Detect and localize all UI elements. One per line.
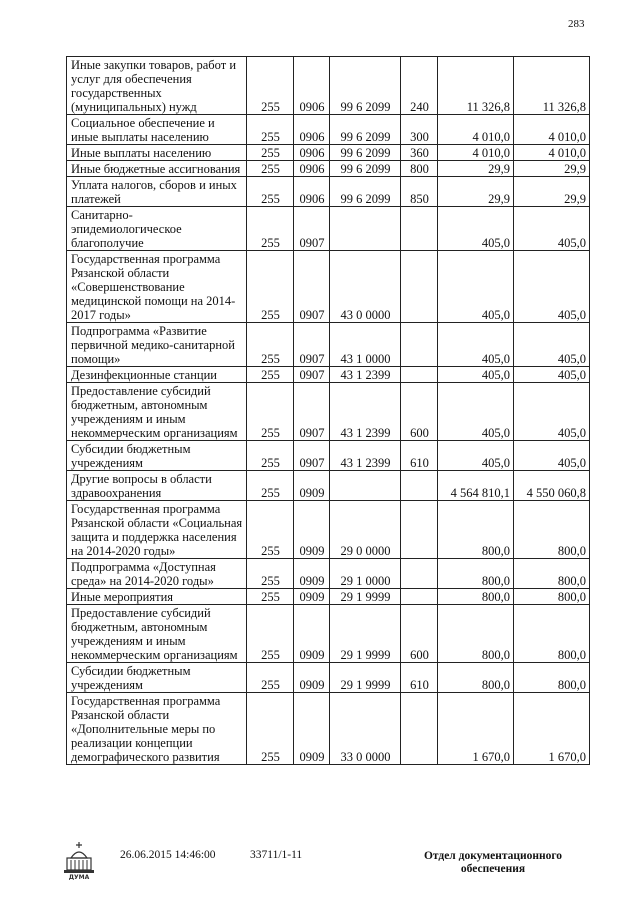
expense-type-cell: [401, 693, 438, 765]
section-code-cell: 0907: [294, 383, 330, 441]
row-name-cell: Иные закупки товаров, работ и услуг для обеспечения государственных (муниципальных) нужд: [67, 57, 247, 115]
amount-2016-cell: 4 564 810,1: [438, 471, 514, 501]
amount-2016-cell: 29,9: [438, 177, 514, 207]
target-article-cell: 29 1 9999: [330, 663, 401, 693]
amount-2017-cell: 11 326,8: [514, 57, 590, 115]
target-article-cell: 29 1 9999: [330, 589, 401, 605]
target-article-cell: 43 0 0000: [330, 251, 401, 323]
amount-2017-cell: 405,0: [514, 251, 590, 323]
amount-2016-cell: 11 326,8: [438, 57, 514, 115]
ved-code-cell: 255: [247, 501, 294, 559]
footer-datetime: 26.06.2015 14:46:00: [120, 849, 216, 861]
expense-type-cell: 600: [401, 383, 438, 441]
expense-type-cell: [401, 207, 438, 251]
ved-code-cell: 255: [247, 441, 294, 471]
target-article-cell: 33 0 0000: [330, 693, 401, 765]
footer-doc-id: 33711/1-11: [250, 849, 303, 861]
ved-code-cell: 255: [247, 605, 294, 663]
amount-2016-cell: 800,0: [438, 589, 514, 605]
ved-code-cell: 255: [247, 367, 294, 383]
expense-type-cell: 610: [401, 663, 438, 693]
expense-type-cell: 610: [401, 441, 438, 471]
target-article-cell: 99 6 2099: [330, 57, 401, 115]
ved-code-cell: 255: [247, 589, 294, 605]
expense-type-cell: [401, 559, 438, 589]
expense-type-cell: [401, 501, 438, 559]
amount-2017-cell: 4 010,0: [514, 145, 590, 161]
row-name-cell: Иные бюджетные ассигнования: [67, 161, 247, 177]
table-row: [67, 207, 590, 251]
expense-type-cell: [401, 367, 438, 383]
section-code-cell: 0909: [294, 501, 330, 559]
section-code-cell: 0909: [294, 693, 330, 765]
section-code-cell: 0906: [294, 161, 330, 177]
section-code-cell: 0906: [294, 145, 330, 161]
expense-type-cell: 850: [401, 177, 438, 207]
amount-2017-cell: 405,0: [514, 323, 590, 367]
table-row: [67, 383, 590, 441]
amount-2016-cell: 405,0: [438, 323, 514, 367]
amount-2016-cell: 405,0: [438, 441, 514, 471]
amount-2017-cell: 29,9: [514, 177, 590, 207]
budget-table: [66, 56, 590, 765]
ved-code-cell: 255: [247, 161, 294, 177]
page-number: 283: [568, 18, 585, 30]
department-stamp: [398, 850, 588, 876]
target-article-cell: 43 1 2399: [330, 441, 401, 471]
table-row: [67, 663, 590, 693]
duma-logo: [62, 840, 96, 880]
amount-2016-cell: 800,0: [438, 605, 514, 663]
target-article-cell: 43 1 2399: [330, 383, 401, 441]
target-article-cell: 99 6 2099: [330, 177, 401, 207]
amount-2017-cell: 800,0: [514, 559, 590, 589]
section-code-cell: 0909: [294, 589, 330, 605]
ved-code-cell: 255: [247, 323, 294, 367]
expense-type-cell: [401, 471, 438, 501]
row-name-cell: Иные мероприятия: [67, 589, 247, 605]
target-article-cell: 29 1 0000: [330, 559, 401, 589]
amount-2016-cell: 800,0: [438, 559, 514, 589]
amount-2016-cell: 405,0: [438, 207, 514, 251]
amount-2016-cell: 405,0: [438, 251, 514, 323]
table-row: [67, 177, 590, 207]
section-code-cell: 0906: [294, 57, 330, 115]
logo-text: ДУМА: [68, 874, 90, 880]
amount-2017-cell: 405,0: [514, 441, 590, 471]
section-code-cell: 0909: [294, 471, 330, 501]
ved-code-cell: 255: [247, 207, 294, 251]
amount-2016-cell: 1 670,0: [438, 693, 514, 765]
table-row: [67, 115, 590, 145]
expense-type-cell: [401, 323, 438, 367]
ved-code-cell: 255: [247, 693, 294, 765]
expense-type-cell: 600: [401, 605, 438, 663]
amount-2016-cell: 29,9: [438, 161, 514, 177]
row-name-cell: Предоставление субсидий бюджетным, автономным учреждениям и иным некоммерческим организациям: [67, 605, 247, 663]
ved-code-cell: 255: [247, 383, 294, 441]
expense-type-cell: 800: [401, 161, 438, 177]
amount-2016-cell: 405,0: [438, 367, 514, 383]
row-name-cell: Уплата налогов, сборов и иных платежей: [67, 177, 247, 207]
target-article-cell: 29 1 9999: [330, 605, 401, 663]
row-name-cell: Государственная программа Рязанской области «Социальная защита и поддержка населения на 2014-2020 годы»: [67, 501, 247, 559]
table-row: [67, 57, 590, 115]
amount-2017-cell: 1 670,0: [514, 693, 590, 765]
department-line-2: обеспечения: [460, 863, 526, 875]
amount-2017-cell: 29,9: [514, 161, 590, 177]
expense-type-cell: 240: [401, 57, 438, 115]
row-name-cell: Другие вопросы в области здравоохранения: [67, 471, 247, 501]
budget-table-body: [67, 57, 590, 765]
amount-2017-cell: 4 010,0: [514, 115, 590, 145]
ved-code-cell: 255: [247, 471, 294, 501]
section-code-cell: 0909: [294, 605, 330, 663]
row-name-cell: Дезинфекционные станции: [67, 367, 247, 383]
table-row: [67, 501, 590, 559]
row-name-cell: Предоставление субсидий бюджетным, автономным учреждениям и иным некоммерческим организациям: [67, 383, 247, 441]
section-code-cell: 0907: [294, 367, 330, 383]
table-row: [67, 693, 590, 765]
expense-type-cell: 300: [401, 115, 438, 145]
table-row: [67, 367, 590, 383]
amount-2017-cell: 405,0: [514, 207, 590, 251]
row-name-cell: Социальное обеспечение и иные выплаты населению: [67, 115, 247, 145]
row-name-cell: Санитарно-эпидемиологическое благополучие: [67, 207, 247, 251]
row-name-cell: Подпрограмма «Развитие первичной медико-санитарной помощи»: [67, 323, 247, 367]
amount-2017-cell: 405,0: [514, 383, 590, 441]
amount-2017-cell: 800,0: [514, 589, 590, 605]
amount-2016-cell: 800,0: [438, 501, 514, 559]
amount-2016-cell: 4 010,0: [438, 145, 514, 161]
section-code-cell: 0907: [294, 207, 330, 251]
amount-2016-cell: 405,0: [438, 383, 514, 441]
table-row: [67, 161, 590, 177]
section-code-cell: 0907: [294, 323, 330, 367]
table-row: [67, 471, 590, 501]
table-row: [67, 441, 590, 471]
ved-code-cell: 255: [247, 145, 294, 161]
target-article-cell: [330, 207, 401, 251]
ved-code-cell: 255: [247, 115, 294, 145]
section-code-cell: 0909: [294, 663, 330, 693]
row-name-cell: Подпрограмма «Доступная среда» на 2014-2020 годы»: [67, 559, 247, 589]
table-row: [67, 589, 590, 605]
amount-2017-cell: 800,0: [514, 663, 590, 693]
amount-2017-cell: 800,0: [514, 605, 590, 663]
target-article-cell: [330, 471, 401, 501]
target-article-cell: 99 6 2099: [330, 161, 401, 177]
table-row: [67, 323, 590, 367]
expense-type-cell: [401, 589, 438, 605]
amount-2017-cell: 4 550 060,8: [514, 471, 590, 501]
row-name-cell: Государственная программа Рязанской области «Дополнительные меры по реализации концепции демографического развития: [67, 693, 247, 765]
target-article-cell: 99 6 2099: [330, 145, 401, 161]
amount-2017-cell: 405,0: [514, 367, 590, 383]
ved-code-cell: 255: [247, 663, 294, 693]
ved-code-cell: 255: [247, 177, 294, 207]
table-row: [67, 559, 590, 589]
expense-type-cell: 360: [401, 145, 438, 161]
amount-2017-cell: 800,0: [514, 501, 590, 559]
row-name-cell: Иные выплаты населению: [67, 145, 247, 161]
ved-code-cell: 255: [247, 559, 294, 589]
row-name-cell: Государственная программа Рязанской области «Совершенствование медицинской помощи на 2014-2017 годы»: [67, 251, 247, 323]
row-name-cell: Субсидии бюджетным учреждениям: [67, 441, 247, 471]
ved-code-cell: 255: [247, 57, 294, 115]
row-name-cell: Субсидии бюджетным учреждениям: [67, 663, 247, 693]
table-row: [67, 251, 590, 323]
target-article-cell: 43 1 0000: [330, 323, 401, 367]
section-code-cell: 0907: [294, 441, 330, 471]
table-row: [67, 145, 590, 161]
target-article-cell: 43 1 2399: [330, 367, 401, 383]
amount-2016-cell: 800,0: [438, 663, 514, 693]
section-code-cell: 0909: [294, 559, 330, 589]
department-line-1: Отдел документационного: [423, 850, 563, 862]
section-code-cell: 0906: [294, 177, 330, 207]
ved-code-cell: 255: [247, 251, 294, 323]
section-code-cell: 0906: [294, 115, 330, 145]
expense-type-cell: [401, 251, 438, 323]
target-article-cell: 99 6 2099: [330, 115, 401, 145]
table-row: [67, 605, 590, 663]
section-code-cell: 0907: [294, 251, 330, 323]
amount-2016-cell: 4 010,0: [438, 115, 514, 145]
target-article-cell: 29 0 0000: [330, 501, 401, 559]
